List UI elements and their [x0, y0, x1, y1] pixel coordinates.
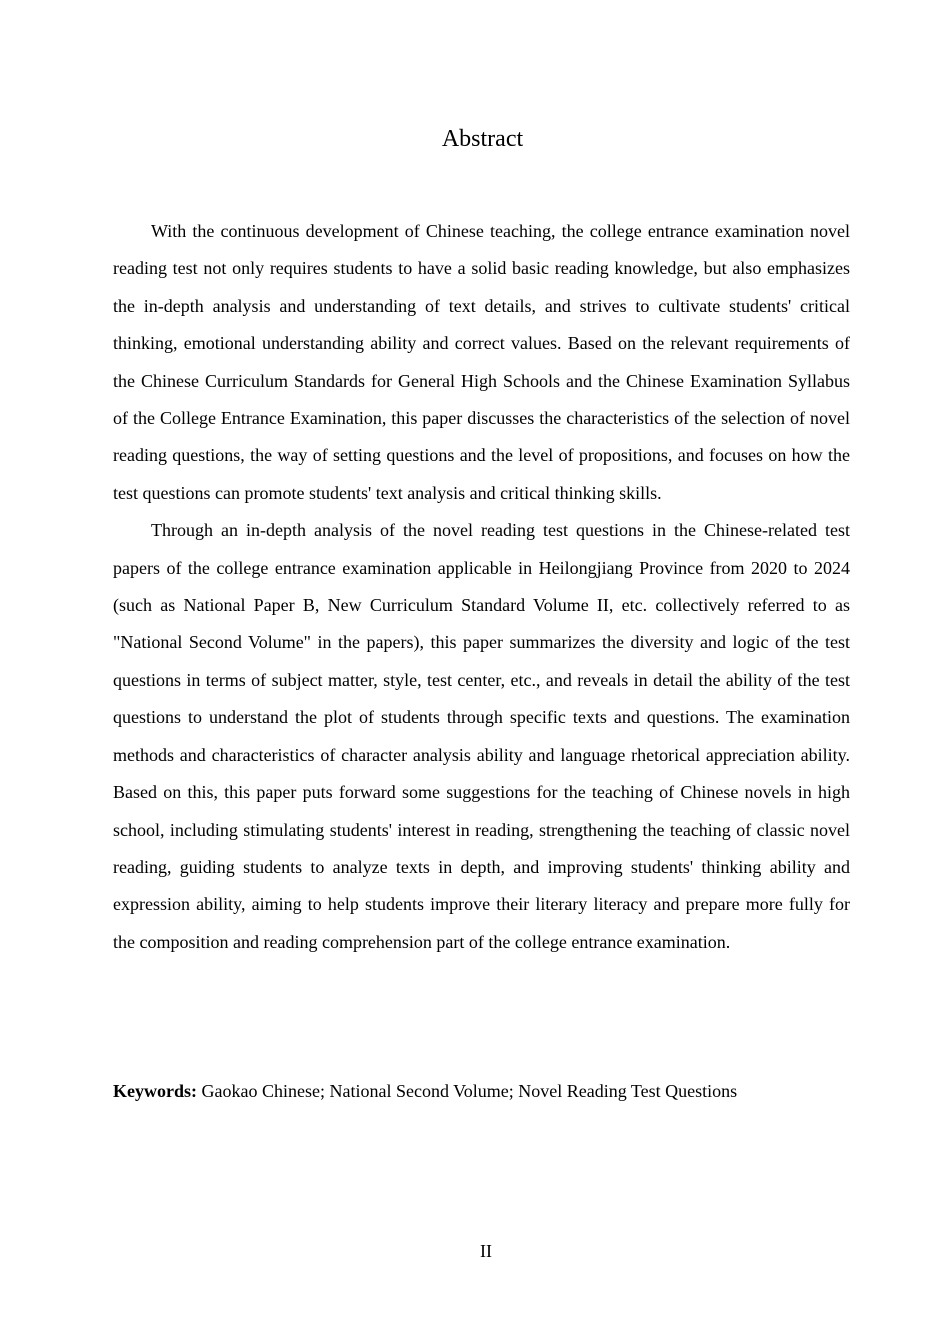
abstract-title: Abstract — [441, 126, 524, 152]
abstract-paragraph-1: With the continuous development of Chinese teaching, the college entrance examination novel reading test not only requires students to have a solid basic reading knowledge, but also emphasizes the in-depth analysis and understanding of text details, and strives to cultivate students' critical thinking, emotional understanding ability and correct values. Based on the relevant requirements of the Chinese Curriculum Standards for General High Schools and the Chinese Examination Syllabus of the College Entrance Examination, this paper discusses the characteristics of the selection of novel reading questions, the way of setting questions and the level of propositions, and focuses on how the test questions can promote students' text analysis and critical thinking skills. — [113, 221, 850, 503]
keywords-line — [113, 1074, 850, 1108]
page-number: II — [480, 1241, 492, 1261]
keywords-label: Keywords: — [113, 1081, 197, 1101]
abstract-paragraph-2: Through an in-depth analysis of the novel reading test questions in the Chinese-related test papers of the college entrance examination applicable in Heilongjiang Province from 2020 to 2024 (such as National Paper B, New Curriculum Standard Volume II, etc. collectively referred to as "National Second Volume" in the papers), this paper summarizes the diversity and logic of the test questions in terms of subject matter, style, test center, etc., and reveals in detail the ability of the test questions to understand the plot of students through specific texts and questions. The examination methods and characteristics of character analysis ability and language rhetorical appreciation ability. Based on this, this paper puts forward some suggestions for the teaching of Chinese novels in high school, including stimulating students' interest in reading, strengthening the teaching of classic novel reading, guiding students to analyze texts in depth, and improving students' thinking ability and expression ability, aiming to help students improve their literary literacy and prepare more fully for the composition and reading comprehension part of the college entrance examination. — [113, 520, 850, 952]
keywords-text: Gaokao Chinese; National Second Volume; Novel Reading Test Questions — [197, 1081, 738, 1101]
abstract-body — [113, 213, 850, 961]
